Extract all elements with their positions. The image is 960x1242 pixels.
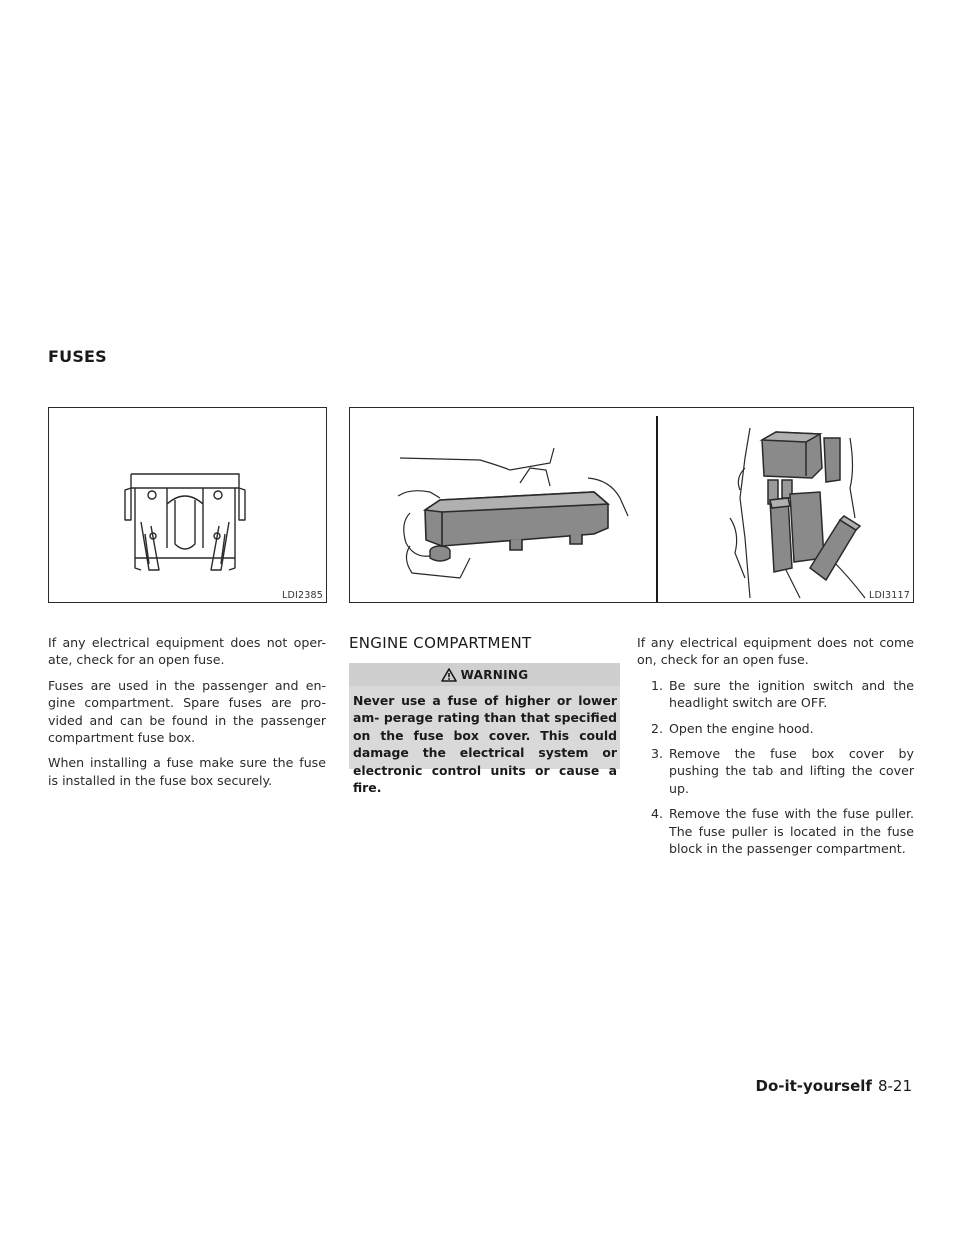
warning-label: WARNING — [460, 667, 529, 682]
page-footer — [756, 1077, 913, 1095]
page-number: 8-21 — [877, 1077, 912, 1095]
engine-fuse-box-illustration — [350, 408, 913, 602]
blade-fuse-illustration — [49, 408, 326, 602]
step-item: 1. Be sure the ignition switch and the headlight switch are OFF. — [651, 677, 914, 711]
paragraph-installing-fuse: When installing a fuse make sure the fuse is installed in the fuse box securely. — [48, 755, 326, 788]
left-column — [48, 634, 326, 797]
paragraph-open-fuse: If any electrical equipment does not oper- ate, check for an open fuse. — [48, 635, 326, 668]
step-item: 4. Remove the fuse with the fuse puller. The fuse puller is located in the fuse block in the passenger compartment. — [651, 806, 914, 857]
right-intro: If any electrical equipment does not come on, check for an open fuse. — [637, 635, 914, 668]
warning-triangle-icon — [441, 668, 457, 682]
warning-title — [349, 663, 620, 686]
step-item: 2. Open the engine hood. — [651, 720, 814, 736]
step-item: 3. Remove the fuse box cover by pushing the tab and lifting the cover up. — [651, 746, 914, 796]
paragraph-fuse-locations: Fuses are used in the passenger and en- gine compartment. Spare fuses are pro- vided and can be found in the passenger compartment fuse box. — [48, 677, 326, 746]
step-list — [637, 677, 914, 858]
fuse-figure — [48, 407, 327, 603]
engine-compartment-figure — [349, 407, 914, 603]
engine-compartment-heading: ENGINE COMPARTMENT — [349, 634, 532, 652]
figure-code-left: LDI2385 — [282, 590, 323, 601]
warning-text: Never use a fuse of higher or lower am- perage rating than that specified on the fuse box cover. This could damage the electrical system or electronic control units or cause a fire. — [353, 693, 617, 796]
section-title: FUSES — [48, 347, 107, 366]
right-column — [637, 634, 914, 865]
footer-section-name: Do-it-yourself — [755, 1077, 872, 1095]
figure-code-right: LDI3117 — [869, 590, 910, 601]
warning-box — [349, 663, 620, 796]
